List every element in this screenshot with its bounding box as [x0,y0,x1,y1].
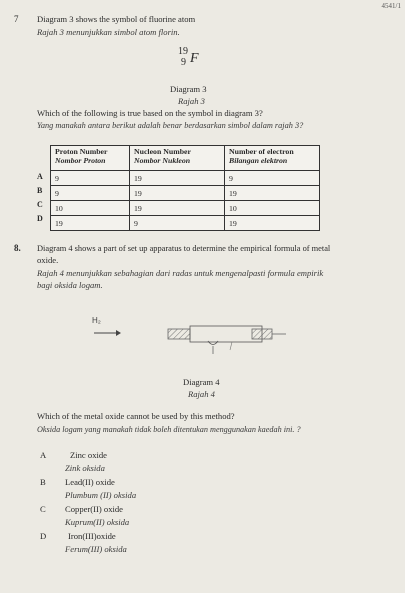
choice-c-label: C [40,504,46,514]
header-proton: Proton Number Nombor Proton [51,146,130,171]
choice-b-ms: Plumbum (II) oksida [65,490,137,500]
element-symbol: F [190,51,199,66]
header-nucleon: Nucleon Number Nombor Nukleon [130,146,225,171]
choice-d-label: D [40,531,47,541]
table-cell: 10 [225,201,320,216]
table-cell: 19 [130,201,225,216]
table-cell: 19 [130,171,225,186]
q7-text-ms: Rajah 3 menunjukkan simbol atom florin. [37,27,180,37]
q7-question-ms: Yang manakah antara berikut adalah benar berdasarkan simbol dalam rajah 3? [37,121,304,130]
table-cell: 9 [130,216,225,231]
row-label-b: B [37,186,43,195]
choice-c-ms: Kuprum(II) oksida [65,517,130,527]
table-header-row [51,146,320,171]
row-label-a: A [37,172,43,181]
combustion-tube [190,326,262,342]
answer-options-table [50,145,320,231]
q7-question-en: Which of the following is true based on the symbol in diagram 3? [37,108,263,118]
q8-text-ms-2: bagi oksida logam. [37,280,103,290]
diagram-3-caption: Diagram 3 [170,84,207,94]
choice-b-en: Lead(II) oxide [65,477,115,487]
q8-question-ms: Oksida logam yang manakah tidak boleh ditentukan menggunakan kaedah ini. ? [37,425,301,434]
choice-a-en: Zinc oxide [70,450,107,460]
table-cell: 10 [51,201,130,216]
h2-gas-label: H₂ [92,316,101,325]
page-code: 4541/1 [381,2,401,10]
choice-b-label: B [40,477,46,487]
q8-question-en: Which of the metal oxide cannot be used by this method? [37,411,235,421]
stopper-left [168,329,190,339]
apparatus-diagram [90,320,310,370]
q8-text-en-1: Diagram 4 shows a part of set up apparatus to determine the empirical formula of metal [37,244,331,253]
table-cell: 9 [51,171,130,186]
table-cell: 19 [225,186,320,201]
table-cell: 19 [51,216,130,231]
q8-text-ms-1: Rajah 4 menunjukkan sebahagian dari radas untuk mengenalpasti formula empirik [37,268,324,278]
table-cell: 19 [130,186,225,201]
choice-c-en: Copper(II) oxide [65,504,123,514]
mass-number: 19 [178,46,188,57]
header-electron: Number of electron Bilangan elektron [225,146,320,171]
rajah-4-caption: Rajah 4 [188,389,215,399]
table-cell: 19 [225,216,320,231]
table-row [51,171,320,186]
table-row [51,201,320,216]
stopper-right [252,329,272,339]
q8-text-en-2: oxide. [37,255,59,265]
atomic-number: 9 [181,57,186,68]
choice-a-label: A [40,450,47,460]
rajah-3-caption: Rajah 3 [178,96,205,106]
porcelain-dish [208,341,218,345]
question-8-number: 8. [14,243,21,253]
choice-d-en: Iron(III)oxide [68,531,116,541]
q7-text-en: Diagram 3 shows the symbol of fluorine atom [37,14,196,24]
row-label-d: D [37,214,43,223]
choice-a-ms: Zink oksida [65,463,105,473]
table-row [51,216,320,231]
fluorine-symbol [178,48,202,74]
row-label-c: C [37,200,43,209]
question-7-number: 7 [14,14,19,24]
table-row [51,186,320,201]
table-cell: 9 [51,186,130,201]
table-cell: 9 [225,171,320,186]
diagram-4-caption: Diagram 4 [183,377,220,387]
choice-d-ms: Ferum(III) oksida [65,544,127,554]
